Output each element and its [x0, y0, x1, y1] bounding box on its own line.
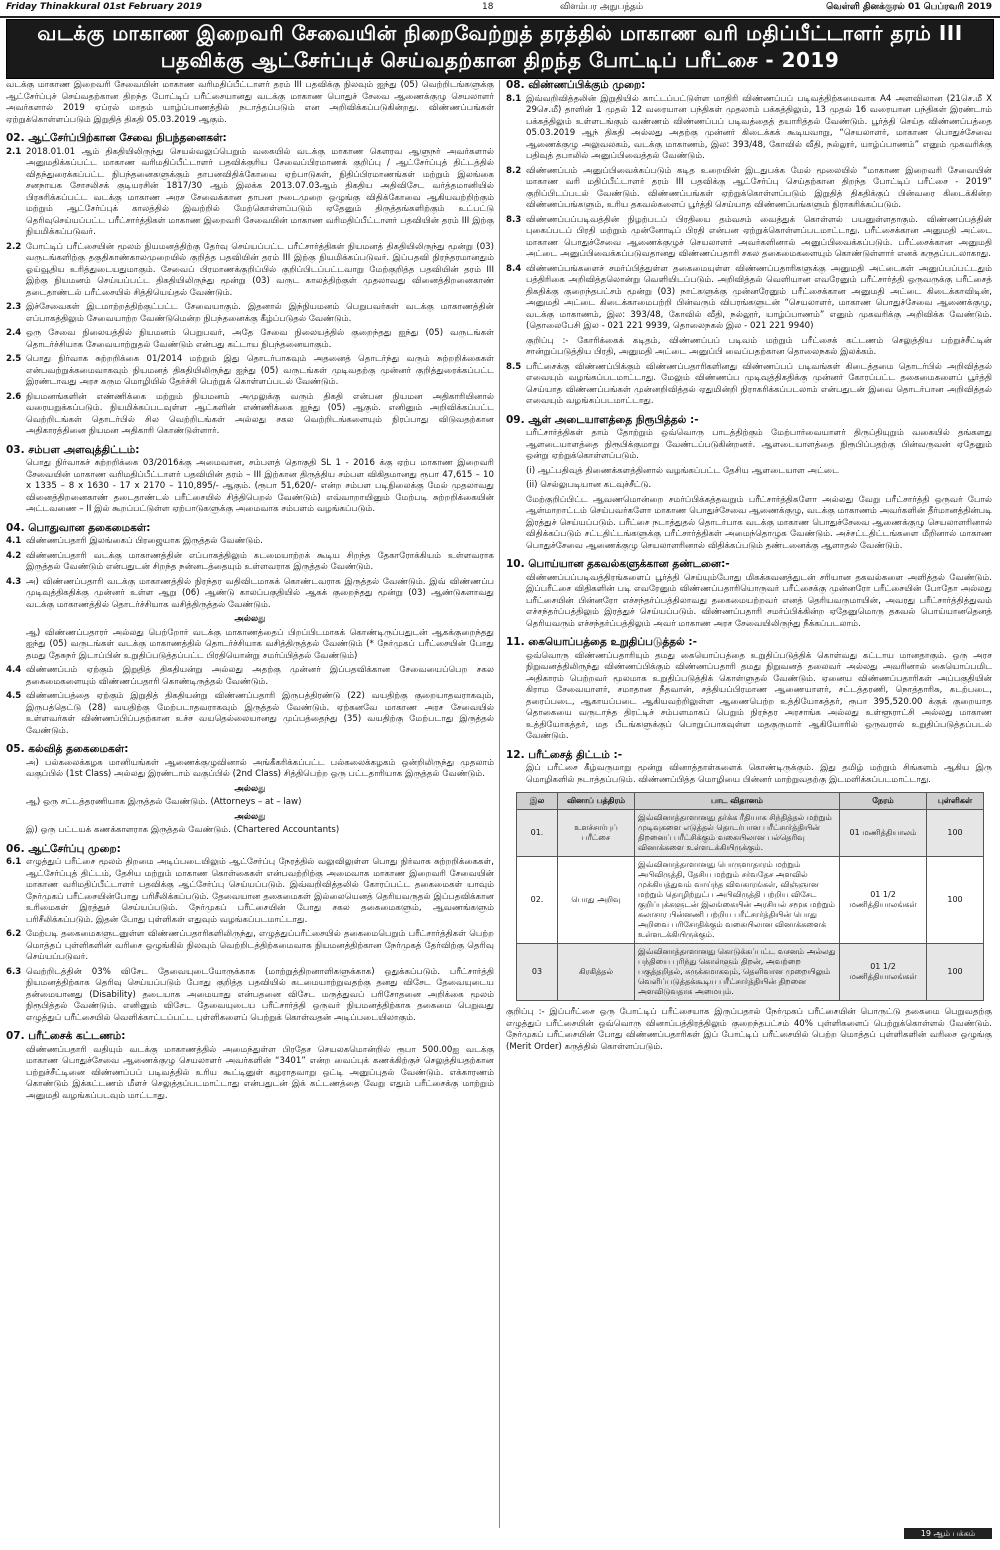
section-07-title: 07. பரீட்சைக் கட்டணம்:: [6, 1030, 126, 1042]
list-item: 6.3 வெற்றிடத்தின் 03% விசேட தேவையுடையோருக்காக (மாற்றுத்திறனாளிகளுக்காக) ஒதுக்கப்படும். பரீட்சார்த்தி நியமனத்திற்காக தெரிவு செய்யப்படும் போது குறித்த பதவியில் கடமையாற்றுவதற்கு தனது விசேட தேவையுடைய தன்மையானது (Disability) தடையாக அமையாது என்பதனை விசேட மருத்துவப் பரிசோதனை அறிக்கை மூலம் நிரூபித்தல் வேண்டும். எனினும் விசேட தேவையுடைய பரீட்சார்த்தி ஒருவர் நியமனத்திற்காக தகைமை பெறுவது எழுத்துப் பரீட்சையில் வெளிக்காட்டப்பட்ட புள்ளிகளைப் பெற்றுக் கொள்வதன் அடிப்படையிலாகும்.: [6, 966, 494, 1023]
exam-note: குறிப்பு :- இப்பரீட்சை ஒரு போட்டிப் பரீட்சையாக இருப்பதால் நேர்முகப் பரீட்சையின் பொருட்டு தகைமை பெறுவதற்கு எழுத்துப் பரீட்சையின் ஒவ்வொரு வினாப்பத்திரத்திலும் குறைந்தபட்சம் 40% புள்ளிகளைப் பெற்றுக்கொள்ளல் வேண்டும். நேர்முகப் பரீட்சையின் போது விண்ணப்பதாரிகள் இப் போட்டிப் பரீட்சையில் பெற்ற மொத்தப் புள்ளிகளின் வரிசை ஒழுங்கு (Merit Order) கருத்தில் கொள்ளப்படும்.: [506, 1007, 992, 1052]
identity-option-1: (i) ஆட்பதிவுத் திணைக்களத்தினால் வழங்கப்பட்ட தேசிய ஆளடையாள அட்டை: [526, 465, 839, 476]
table-header-row: [517, 793, 984, 810]
list-item: 8.1 இவ்வறிவித்தலின் இறுதியில் காட்டப்பட்டுள்ள மாதிரி விண்ணப்பப் படிவத்திற்கமைவாக A4 அளவிலான (21செ.மீ X 29செ.மீ) தாளின் 1 முதல் 12 வரையான பந்திகள் முதலாம் பக்கத்திலும், 13 முதல் 16 வரையான பந்திகள் இரண்டாம் பக்கத்திலும் உள்ளடங்கும் வண்ணம் விண்ணப்பப் படிவத்தைத் தயாரித்தல் வேண்டும். பூர்த்தி செய்த விண்ணப்பத்தை 05.03.2019 ஆந் திகதி அல்லது அதற்கு முன்னர் கிடைக்கக் கூடியவாறு, “செயலாளர், மாகாண பொதுச்சேவை ஆணைக்குழு அலுவலகம், வடக்கு மாகாணம், இல: 393/48, கோவில் வீதி, நல்லூர், யாழ்ப்பாணம்” எனும் முகவரிக்கு பதிவுத் தபாலில் அனுப்பிவைத்தல் வேண்டும்.: [506, 93, 992, 161]
col-header-time: நேரம்: [840, 793, 927, 810]
title-line-1: வடக்கு மாகாண இறைவரி சேவையின் நிறைவேற்றுத் தரத்தில் மாகாண வரி மதிப்பீட்டாளர் தரம் III: [37, 21, 963, 45]
table-row: [517, 857, 984, 944]
list-item: 8.2 விண்ணப்பம் அனுப்பிவைக்கப்படும் கடித உறையின் இடதுபக்க மேல் மூலையில் “மாகாண இறைவரி சேவையின் மாகாண வரி மதிப்பீட்டாளர் தரம் III பதவிக்கு ஆட்சேர்ப்பு செய்தற்கான திறந்த போட்டிப் பரீட்சை - 2019” குறிப்பிடப்படல் வேண்டும். விண்ணப்பங்கள் ஏற்றுக்கொள்ளப்படும் இறுதித் திகதிக்குப் பின்வரை கிடைக்கின்ற விண்ணப்பங்களும், உரிய தகவல்களைப் பூர்த்தி செய்யாத விண்ணப்பங்களும் நிராகரிக்கப்படும்.: [506, 165, 992, 210]
table-row: [517, 944, 984, 1001]
fee-paragraph: விண்ணப்பதாரி வதியும் வடக்கு மாகாணத்தில் அமைந்துள்ள பிரதேச செயலகமொன்றில் ரூபா 500.00ஐ வடக்கு மாகாண பொதுச்சேவை ஆணைக்குழு செயலாளர் அவர்களின் “3401” என்ற வைப்புக் கணக்கிற்குச் செலுத்தியதற்கான பற்றுச்சீட்டினை விண்ணப்பப் படிவத்தில் உரிய கூட்டினுள் கழராதவாறு ஒட்டி அனுப்புதல் வேண்டும். எக்காரணம் கொண்டும் இக்கட்டணம் மீளச் செலுத்தப்படமாட்டாது என்பதுடன் இக் கட்டணத்தை வேறு எதும் பரீட்சைக்கு மாற்றும் அனுமதி வழங்கப்படவும் மாட்டாது.: [26, 1044, 494, 1101]
cell-paper: பொது அறிவு: [558, 857, 635, 944]
list-item: 2.1 2018.01.01 ஆம் திகதியிலிருந்து செயல்வலுப்பெறும் வகையில் வடக்கு மாகாண கௌரவ ஆளுநர் அவர்களால் அனுமதிக்கப்பட்ட மாகாண வரிமதிப்பீட்டாளர் பதவிக்குரிய சேவைப்பிரமாணக் குறிப்பு / ஆட்சேர்ப்புத் திட்டத்தில் விதந்துரைக்கப்பட்ட நிபந்தனைகளுக்கும் தாபனவிதிக்கோவை ஏற்பாடுகள், நிதிப்பிரமாணங்கள் மற்றும் இலங்கை சனநாயக சோசலிசக் குடியரசின் 1817/30 ஆம் இலக்க 2013.07.03ஆம் திகதிய அதிவிசேட வர்த்தமானியில் பிரசுரிக்கப்பட்ட வடக்கு மாகாண அரச சேவைக்கான தாபன நடைமுறை ஒழுங்கு விதிக்கோவை ஆகியவற்றிற்கும் மற்றும் ஆட்சேர்ப்புக் காலத்தில் இவற்றில் மேற்கொள்ளப்படும் ஏதேனும் திருத்தங்களிற்கும் உட்பட்டு தெரிவுசெய்யப்பட்ட பரீட்சார்த்திகள் மாகாண இறைவரி சேவையின் மாகாண வரிமதிப்பீட்டாளர் பதவியின் தரம் III இற்கு நியமிக்கப்படுவர்.: [6, 146, 494, 237]
or-separator: அல்லது: [234, 783, 266, 794]
cell-marks: 100: [927, 857, 984, 944]
col-header-syllabus: பாட விதானம்: [635, 793, 840, 810]
list-item: 8.5 பரீட்சைக்கு விண்ணப்பிக்கும் விண்ணப்பதாரிகளினது விண்ணப்பப் படிவங்கள் கிடைத்தமை தொடர்பில் அறிவித்தல் எவையும் வழங்கப்படமாட்டாது. மேலும் விண்ணப்ப முடிவுத்திகதிக்கு முன்னர் கோரப்பட்ட தகைமைகளைப் பூர்த்தி செய்யாத விண்ணப்பங்கள் முன்னறிவித்தல் ஏதுமின்றி நிராகரிக்கப்படலாம் என்பதுடன் இவை தொடர்பான அறிவித்தல் எவையும் வழங்கப்படமாட்டாது.: [506, 361, 992, 406]
list-item: 2.3 இச்சேவைகள் இடமாற்றத்திற்குட்பட்ட சேவையாகும். இதனால் இந்நியமனம் பெறுபவர்கள் வடக்கு மாகாணத்தின் எப்பாகத்திலும் சேவையாற்ற வேண்டுமென்ற நிபந்தனைக்கு கீழ்ப்படுதல் வேண்டும்.: [6, 302, 494, 324]
list-item: 2.4 ஒரு சேவை நிலையத்தில் நியமனம் பெறுபவர், அதே சேவை நிலையத்தில் குறைந்தது ஐந்து (05) வருடங்கள் தொடர்ச்சியாக சேவையாற்றுதல் வேண்டும் என்பது கட்டாய நிபந்தனையாகும்.: [6, 328, 494, 350]
list-item: 2.6 நியமனங்களின் எண்ணிக்கை மற்றும் நியமனம் அமுலுக்கு வரும் திகதி என்பன நியமன அதிகாரியினால் வரையறுக்கப்படும். நியமிக்கப்படவுள்ள ஆட்களின் எண்ணிக்கை ஐந்து (05) ஆகும். எனினும் அறிவிக்கப்பட்ட வெற்றிடங்கள் தொடர்பில் சில வெற்றிடங்கள் அல்லது சகல வெற்றிடங்களையும் நிரப்பாது விடுவதற்கான அதிகாரத்தினை நியமன அதிகாரி கொண்டுள்ளார்.: [6, 391, 494, 436]
cell-marks: 100: [927, 944, 984, 1001]
section-04-title: 04. பொதுவான தகைமைகள்:: [6, 521, 151, 534]
page-number: 18: [482, 2, 494, 12]
identity-option-2: (ii) செல்லுபடியான கடவுச்சீட்டு.: [526, 480, 652, 490]
title-banner: [6, 19, 994, 79]
list-item: 6.2 மேற்படி தகைமைகளுடனுள்ள விண்ணப்பதாரிகளிலிருந்து, எழுத்துப்பரீட்சையில் தகைமைபெறும் பரீட்சார்த்திகள் பெற்ற மொத்தப் புள்ளிகளின் வரிசை ஒழுங்கில் நிலவும் வெற்றிடத்திற்கமைவாக நியமனத்திற்கான நேர்முகத் தேர்விற்கு தெரிவு செய்யப்படுவர்.: [6, 929, 494, 962]
cell-no: 01.: [517, 810, 558, 857]
salary-paragraph: பொது நிர்வாகச் சுற்றறிக்கை 03/2016க்கு அமைவான, சம்பளத் தொகுதி SL 1 - 2016 க்கு ஏற்ப மாகாண இறைவரி சேவையின் மாகாண வரிமதிப்பீட்டாளர் பதவியின் தரம் – III இற்கான திருத்திய சம்பள விகிதமானது ரூபா 47,615 – 10 x 1335 – 8 x 1630 - 17 x 2170 – 110,895/- ஆகும். (ரூபா 51,620/- என்ற சம்பள படிநிலைக்கு மேல் முதலாவது வினைத்திறனைகாண் தடைதாண்டல் பரீட்சையில் சித்திபெறல் வேண்டும்) எவ்வாறாயினும் மேற்படி சுற்றறிக்கையின் அட்டவணை – II இல் கூறப்பட்டுள்ள ஏற்பாடுகளுக்கு அமைவாக சம்பளம் வழங்கப்படும்.: [26, 458, 494, 514]
cell-no: 02.: [517, 857, 558, 944]
list-item: 8.4 விண்ணப்பங்களைச் சமர்ப்பித்துள்ள தகைமையுள்ள விண்ணப்பதாரிகளுக்கு அனுமதி அட்டைகள் அனுப்பப்பட்டதும் பத்திரிகை அறிவித்தலொன்று வெளியிடப்படும். அறிவித்தல் வெளியான எவரேனும் பரீட்சார்த்தி ஒருவருக்கு பரீட்சைத் திகதிக்கு குறைந்தபட்சம் மூன்று (03) நாட்களுக்கு முன்னரேனும் பரீட்சைக்கான அனுமதி அட்டை கிடைக்காவிடின், அனுமதி அட்டை கிடைக்காமைபற்றி பின்வரும் விபரங்களுடன் “செயலாளர், மாகாண பொதுச்சேவை ஆணைக்குழு, வடக்கு மாகாணம், இல: 393/48, கோவில் வீதி, நல்லூர், யாழ்ப்பாணம்” எனும் முகவரிக்கு அறிவிக்க வேண்டும். (தொலைபேசி இல - 021 221 9939, தொலைநகல் இல - 021 221 9940): [506, 263, 992, 331]
cell-marks: 100: [927, 810, 984, 857]
intro-paragraph: வடக்கு மாகாண இறைவரி சேவையின் மாகாண வரிமதிப்பீட்டாளர் தரம் III பதவிக்கு நிலவும் ஐந்து (05) வெற்றிடங்களுக்கு ஆட்சேர்ப்புச் செய்வதற்கான திறந்த போட்டிப் பரீட்சையானது வடக்கு மாகாண பொதுச் சேவை ஆணைக்குழு செயலாளர் அவர்களால் 2019 ஏப்ரல் மாதம் யாழ்ப்பாணத்தில் நடாத்தப்படும் என அறிவிக்கப்படுகின்றது. விண்ணப்பங்கள் ஏற்றுக்கொள்ளப்படும் இறுதித் திகதி 05.03.2019 ஆகும்.: [6, 80, 494, 125]
false-info-paragraph: விண்ணப்பப்படிவத்திரங்களைப் பூர்த்தி செய்யும்போது மிகக்கவனத்துடன் சரியான தகவல்களை அளித்தல் வேண்டும். இப்பரீட்சை விதிகளின் படி எவரேனும் விண்ணப்பதாரியொருவர் பரீட்சைக்கு முன்னரோ பரீட்சையின் போதோ அல்லது பரீட்சையின் பின்னரோ எச்சந்தர்ப்பத்திலாவது தகைமையற்றவர் எனத் தெரியவருமாயின், அவரது பரீட்சார்த்தித்துவம் எச்சந்தர்ப்பத்திலும் இரத்துச் செய்யப்படும். விண்ணப்பதாரி சமர்ப்பிக்கின்ற ஏதேனுமொரு தகவல் பொய்யானதெனத் தெரியவரும் எச்சந்தர்ப்பத்திலும் அவர் மாகாண அரச சேவையிலிருந்து நீக்கப்படலாம்.: [526, 572, 992, 629]
section-03-title: 03. சம்பள அளவுத்திட்டம்:: [6, 443, 140, 456]
section-11-title: 11. கையொப்பத்தை உறுதிப்படுத்தல் :-: [506, 636, 697, 648]
cell-syllabus: இவ்வினாத்தாளானது பொருளாதாரம் மற்றும் அபிவிருத்தி, தேசிய மற்றும் சர்வதேச அளவில் முக்கியத்துவம் வாய்ந்த விவகாரங்கள், விஞ்ஞான மற்றும் தொழிற்நுட்ப அபிவிருத்தி பற்றிய விசேட குறிப்புக்களுடன் இலங்கையின் அரசியல் சமூக மற்றும் கலாசார பின்னணி பற்றிய பரீட்சார்த்தியின் பொது அறிவை பரிசோதிக்கும் வகையிலான வினாக்களைக் உள்ளடக்கியிருக்கும்.: [635, 857, 840, 944]
list-item: 6.1 எழுத்துப் பரீட்சை மூலம் திறமை அடிப்படையிலும் ஆட்சேர்ப்பு நேரத்தில் வலுவிலுள்ள பொது நிர்வாக சுற்றறிக்கைகள், ஆட்சேர்ப்புத் திட்டம், தேசிய மற்றும் மாகாண கொள்கைகள் என்பவற்றிற்கு அமைவாக மாகாண இறைவரி சேவையின் மாகாண வரிமதிப்பீட்டாளர் பதவிக்கு ஆட்சேர்ப்பு செய்யப்படும். இவ்வறிவித்தலில் கோரப்பட்ட தகைமைகள் யாவும் நேர்முகப் பரீட்சையின்போது பரிசீலிக்கப்படும். தேவையான தகைமைகள் இல்லையெனத் தெரியவருதல் இப்பதவிக்கான உரிமைகள் இரத்துச் செய்யப்படும். நேர்முகப் பரீட்சையின் போது சகல தகைமைகளும், ஆவணங்களும் பரிசீலிக்கப்படும். இதன் போது புள்ளிகள் எதுவும் வழங்கப்படமாட்டாது.: [6, 857, 494, 925]
qualification-c: இ) ஒரு பட்டயக் கணக்காளராக இருத்தல் வேண்டும். (Chartered Accountants): [26, 825, 340, 835]
list-item: 4.5 விண்ணப்பத்தை ஏற்கும் இறுதித் திகதியன்று விண்ணப்பதாரி இருபத்திரண்டு (22) வயதிற்கு குறையாதவராகவும், இருபத்தெட்டு (28) வயதிற்கு மேற்படாதவராகவும் இருத்தல் வேண்டும். ஏற்கனவே மாகாண அரச சேவையில் உள்ளவர்கள் விண்ணப்பிப்பதற்கான உச்ச வயதெல்லையானது முப்பத்தைந்து (35) வயதிற்கு மேற்படாது இருத்தல் வேண்டும்.: [6, 691, 494, 736]
list-item: குறிப்பு :- கோரிக்கைக் கடிதம், விண்ணப்பப் படிவம் மற்றும் பரீட்சைக் கட்டணம் செலுத்திய பற்றுச்சீட்டின் சான்றுப்படுத்திய பிரதி, அனுமதி அட்டை அனுப்பி வைப்பதற்கான தொலைநகல் இலக்கம்.: [526, 335, 992, 357]
section-06-title: 06. ஆட்சேர்ப்பு முறை:: [6, 842, 121, 855]
list-item: 4.1 விண்ணப்பதாரி இலங்கைப் பிரஜையாக இருத்தல் வேண்டும்.: [6, 536, 263, 546]
exam-scheme-table: [516, 792, 984, 1001]
cell-time: 01 1/2 மணித்தியாலங்கள்: [840, 944, 927, 1001]
cell-paper: கிரகித்தல்: [558, 944, 635, 1001]
list-item: 2.2 போட்டிப் பரீட்சையின் மூலம் நியமனத்திற்கு தேர்வு செய்யப்பட்ட பரீட்சார்த்திகள் நியமனத் திகதியிலிருந்து மூன்று (03) வருடங்களிற்கு தகுதிகாண்காலமுறையில் குறித்த பதவியின் தரம் III இற்கு நியமிக்கப்படுவர். இப்பதவி நிரந்தரமானதும் ஓய்வூதிய உரித்துடையதுமாகும். சேவைப் பிரமாணக்குறிப்பில் குறிப்பிடப்பட்டவாறு மேற்குறித்த பதவியின் தரம் III இற்கு நியமனம் செய்யப்பட்ட திகதியிலிருந்து மூன்று (03) வருட காலத்திற்குள் முதலாவது வினைத்திறனைகாண் தடைதாண்டல் பரீட்சையில் சித்தியெய்தல் வேண்டும்.: [6, 241, 494, 298]
list-item: 2.5 பொது நிர்வாக சுற்றறிக்கை 01/2014 மற்றும் இது தொடர்பாகவும் அதனைத் தொடர்ந்து வரும் சுற்றறிக்கைகள் என்பவற்றுக்கமைவாகவும் நியமனத் திகதியிலிருந்து ஐந்து (05) வருடங்கள் முடிவதற்கு முன்னர் குறித்துரைக்கப்பட்ட இரண்டாவது அரச கரும மொழியில் தேர்ச்சி பெற்றுக் கொள்ளப்படல் வேண்டும்.: [6, 354, 494, 387]
col-header-paper: வினாப் பத்திரம்: [558, 793, 635, 810]
section-05-title: 05. கல்வித் தகைமைகள்:: [6, 743, 129, 755]
list-item: 8.3 விண்ணப்பப்படிவத்தின் நிழற்படப் பிரதியை தம்வசம் வைத்துக் கொள்ளல் பயனுள்ளதாகும். விண்ணப்பத்தின் புகைப்படப் பிரதி மற்றும் முன்னோடிப் பிரதி என்பன ஏற்றுக்கொள்ளப்படமாட்டாது. பரீட்சைக்கான அனுமதி அட்டை மாகாண பொதுச்சேவை ஆணைக்குழுச் செயலாளர் அவர்களினால் அனுப்பிவைக்கப்படும். பரீட்சைக்கான அனுமதி அட்டை அனுப்பிவைக்கப்படுவதானது விண்ணப்பதாரி சகல தகைமைகளையும் கொண்டுள்ளார் எனக் கருதப்படலாகாது.: [506, 214, 992, 259]
cell-time: 01 மணித்தியாலம்: [840, 810, 927, 857]
header-mid: விளம்பர அநுபந்தம்: [560, 2, 644, 12]
or-separator: அல்லது: [234, 811, 266, 822]
section-10-title: 10. பொய்யான தகவல்களுக்கான தண்டனை:-: [506, 558, 730, 570]
qualification-b: ஆ) ஒரு சட்டத்தரணியாக இருத்தல் வேண்டும். (Attorneys – at – law): [26, 797, 302, 807]
section-09-title: 09. ஆள் அடையாளத்தை நிரூபித்தல் :-: [506, 413, 699, 426]
list-item: 4.4 விண்ணப்பம் ஏற்கும் இறுதித் திகதியன்று அல்லது அதற்கு முன்னர் இப்பதவிக்கான சேவையைப்பெற சகல தகைமைகளையும் விண்ணப்பதாரி கொண்டிருத்தல் வேண்டும்.: [6, 665, 494, 687]
col-header-marks: புள்ளிகள்: [927, 793, 984, 810]
section-08-title: 08. விண்ணப்பிக்கும் முறை:: [506, 79, 646, 91]
or-separator: அல்லது: [234, 614, 266, 624]
cell-time: 01 1/2 மணித்தியாலங்கள்: [840, 857, 927, 944]
qualification-a: அ) பல்கலைக்கழக மானியங்கள் ஆணைக்குழுவினால் அங்கீகரிக்கப்பட்ட பல்கலைக்கழகம் ஒன்றிலிருந்து முதலாம் வகுப்பில் (1st Class) அல்லது இரண்டாம் வகுப்பில் (2nd Class) சித்திபெற்ற ஒரு பட்டதாரியாக இருத்தல் வேண்டும்.: [26, 757, 494, 779]
identity-paragraph-2: மேற்குறிப்பிட்ட ஆவணமொன்றை சமர்ப்பிக்கத்தவறும் பரீட்சார்த்திகளோ அல்லது வேறு பரீட்சார்த்தி ஒருவர் போல் ஆள்மாறாட்டம் செய்பவர்களோ மாகாண பொதுச்சேவை ஆணைக்குழு, வடக்கு மாகாணம் அவர்களின் தீர்மானத்தின்படி இரத்துச் செய்யப்படும். பரீட்சை நடாத்துதல் தொடர்பாக வடக்கு மாகாண பொதுச்சேவை ஆணைக்குழு செயலாளரினால் விதிக்கப்படும் சட்டதிட்டங்களுக்கு பரீட்சார்த்திகள் அமைந்தொழுக வேண்டும். அச்சட்டதிட்டங்களை மீறினால் மாகாண பொதுச்சேவை ஆணைக்குழு செயலாளரினால் விதிக்கப்படும் தண்டனைக்கு ஆளாதல் வேண்டும்.: [526, 494, 992, 551]
cell-syllabus: இவ்வினாத்தாளானது கொடுக்கப்பட்ட வசனம் அல்லது பந்தியை புரிந்து கொள்ளும் திறன், அவற்றை பகுத்தறிதல், சுருக்கமாகவும், தெளிவான முறையிலும் வெளிப்படுத்தக்கூடிய பரீட்சார்த்தியின் திறனை அளவிடுவதாக அமையும்.: [635, 944, 840, 1001]
table-row: [517, 810, 984, 857]
cell-paper: உளச்சார்புப் பரீட்சை: [558, 810, 635, 857]
section-02-title: 02. ஆட்சேர்ப்பிற்கான சேவை நிபந்தனைகள்:: [6, 132, 227, 144]
column-divider: [499, 80, 500, 1528]
cell-syllabus: இவ்வினாத்தாளானது தர்க்க ரீதியாக சிந்தித்தல் மற்றும் முடிவுகளை எடுத்தல் தொடர்பான பரீட்சார்த்தியின் திறனைப் பரீட்சிக்கும் வகையிலான பல்தெரிவு வினாக்களை உள்ளடக்கியிருக்கும்.: [635, 810, 840, 857]
continued-on-page-19: 19 ஆம் பக்கம் பார்க்க.....: [904, 1528, 992, 1539]
title-line-2: பதவிக்கு ஆட்சேர்ப்புச் செய்வதற்கான திறந்த போட்டிப் பரீட்சை - 2019: [160, 48, 840, 72]
header-right: வெள்ளி தினக்குரல் 01 பெப்ரவரி 2019: [826, 2, 992, 12]
residence-option-b: ஆ) விண்ணப்பதாரர் அல்லது பெற்றோர் வடக்கு மாகாணத்தைப் பிறப்பிடமாகக் கொண்டிருப்பதுடன் ஆகக்குறைந்தது ஐந்து (05) வருடங்கள் வடக்கு மாகாணத்தில் தொடர்ச்சியாக வசித்திருத்தல் வேண்டும் (* நேர்முகப் பரீட்சையின் போது தமது தேசுநர் இடாப்பின் உறுதிப்படுத்தப்பட்ட பிரதியொன்று சமர்ப்பித்தல் வேண்டும்): [26, 627, 494, 661]
signature-paragraph: ஒவ்வொரு விண்ணப்பதாரியும் தமது கையொப்பத்தை உறுதிப்படுத்திக் கொள்வது கட்டாய மானதாகும். ஒரு அரச நிறுவனத்திலிருந்து விண்ணப்பிக்கும் விண்ணப்பதாரி தமது நிறுவனத் தலைவர் அல்லது அவரினால் கையொப்பமிட அதிகாரம் பெற்றவர் மூலமாக உறுதிப்படுத்திக் கொள்ளுதல் வேண்டும். ஏனைய விண்ணப்பதாரிகள் அப்பகுதியின் கிராம சேவையாளர், சமாதான நீதவான், சத்தியப்பிரமாண ஆணையாளர், சட்டத்தரணி, நொத்தாரிசு, கடற்படை, தரைப்படை, ஆகாயப்படை ஆகியவற்றிலுள்ள ஆணைபெற்ற உத்தியோகத்தர், ரூபா 395,520.00 க்குக் குறையாத தொகையை வருடாந்த திரட்டிச் சம்பளமாகப் பெறும் நிரந்தர அரசாங்க அல்லது உள்ளூராட்சி அல்லது மாகாண உத்தியோகத்தர், மத பீடங்களுக்குப் பொறுப்பாகவுள்ள மதகுருமார் ஆகியோரில் ஒருவரால் உறுதிப்படுத்தப்படல் வேண்டும்.: [526, 650, 992, 741]
page-header: [0, 0, 1000, 18]
exam-scheme-paragraph: இப் பரீட்சை கீழ்வருமாறு மூன்று வினாத்தாள்களைக் கொண்டிருக்கும். இது தமிழ் மற்றும் சிங்களம் ஆகிய இரு மொழிகளில் நடாத்தப்படும். விண்ணப்பித்த மொழியை பின்னர் மாற்றுவதற்கு இடமளிக்கப்படமாட்டாது.: [526, 763, 992, 785]
list-item: 4.3 அ) விண்ணப்பதாரி வடக்கு மாகாணத்தில் நிரந்தர வதிவிடமாகக் கொண்டவராக இருத்தல் வேண்டும். இவ் விண்ணப்ப முடிவுத்திகதிக்கு முன்னர் உள்ள ஆறு (06) ஆண்டு காலப்பகுதியில் ஆகக் குறைந்தது மூன்று (03) ஆண்டுகளாவது வடக்கு மாகாணத்தில் தொடர்ச்சியாக வசித்திருத்தல் வேண்டும்.: [6, 576, 494, 610]
section-12-title: 12. பரீட்சைத் திட்டம் :-: [506, 748, 623, 761]
cell-no: 03: [517, 944, 558, 1001]
header-left: Friday Thinakkural 01st February 2019: [6, 2, 202, 12]
col-header-no: இல: [517, 793, 558, 810]
list-item: 4.2 விண்ணப்பதாரி வடக்கு மாகாணத்தின் எப்பாகத்திலும் கடமையாற்றக் கூடிய சிறந்த தேகாரோக்கியம் உள்ளவராக இருத்தல் வேண்டும் என்பதுடன் சிறந்த நன்னடத்தையும் உள்ளவராக இருத்தல் வேண்டும்.: [6, 550, 494, 572]
right-column: [506, 80, 992, 1056]
identity-paragraph-1: பரீட்சார்த்திகள் தாம் தோற்றும் ஒவ்வொரு பாடத்திற்கும் மேற்பார்வையாளர் திருப்தியுறும் வகையில் தங்களது ஆளடையாளத்தை நிரூபிக்குமாறு வேண்டப்படுகின்றனர். ஆளடையாளத்தை நிரூபிப்பதற்கு பின்வருவன் ஏதேனும் ஒன்று ஏற்றுக்கொள்ளப்படும்.: [526, 428, 992, 461]
left-column: [6, 80, 494, 1105]
